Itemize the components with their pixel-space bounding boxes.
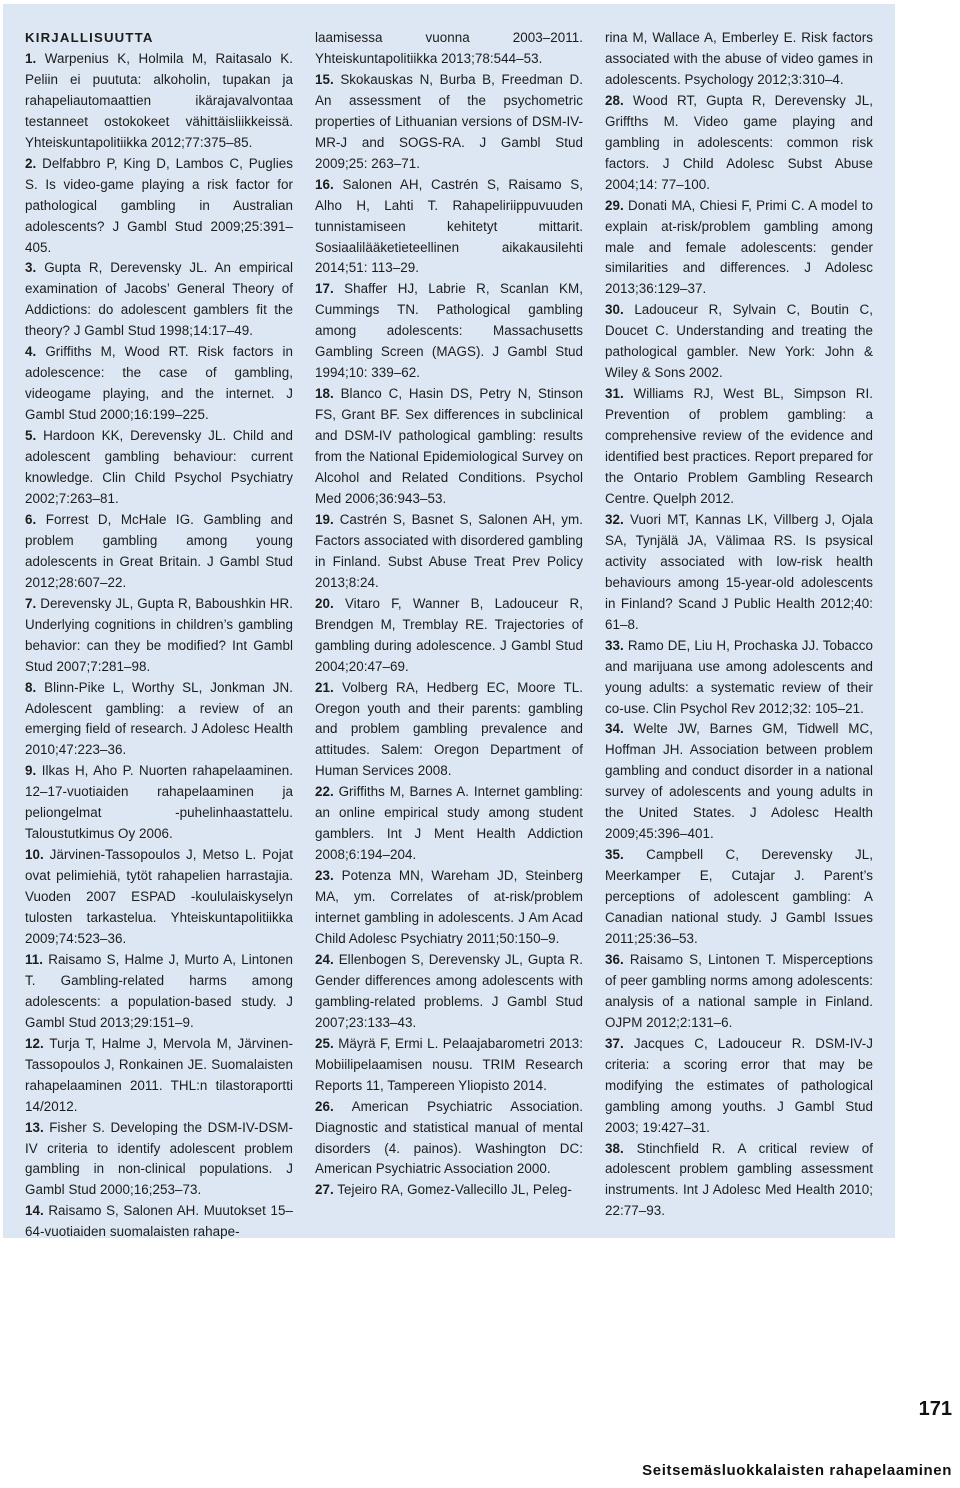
- running-title: Seitsemäsluokkalaisten rahapelaaminen: [642, 1462, 952, 1479]
- reference-text: Warpenius K, Holmila M, Raitasalo K. Peliin ei puututa: alkoholin, tupakan ja rahapeliautomaattien ikärajavalvontaa testanneet ostokokeet vähittäisliikkeissä. Yhteiskuntapolitiikka 2012;77:375–85.: [25, 50, 293, 150]
- reference-entry: [605, 1034, 873, 1139]
- reference-number: 14.: [25, 1203, 44, 1219]
- reference-entry: [315, 384, 583, 510]
- reference-number: 24.: [315, 951, 334, 967]
- reference-text: Stinchfield R. A critical review of adolescent problem gambling assessment instruments. Int J Adolesc Med Health 2010; 22:77–93.: [605, 1140, 873, 1219]
- reference-number: 5.: [25, 428, 37, 444]
- reference-number: 2.: [25, 155, 37, 171]
- reference-text: Vuori MT, Kannas LK, Villberg J, Ojala SA, Tynjälä JA, Välimaa RS. Is psysical activity associated with low-risk health behaviours among 15-year-old adolescents in Finland? Scand J Public Health 2012;40: 61–8.: [605, 511, 873, 632]
- reference-entry: [315, 28, 583, 70]
- reference-entry: [315, 594, 583, 678]
- reference-entry: [605, 91, 873, 196]
- reference-entry: [605, 384, 873, 510]
- reference-entry: [25, 761, 293, 845]
- reference-entry: [25, 1118, 293, 1202]
- reference-text: Raisamo S, Lintonen T. Misperceptions of peer gambling norms among adolescents: analysis of a national sample in Finland. OJPM 2012;2:131–6.: [605, 951, 873, 1030]
- reference-text: Tejeiro RA, Gomez-Vallecillo JL, Peleg-: [337, 1182, 572, 1198]
- reference-text: Järvinen-Tassopoulos J, Metso L. Pojat ovat pelimiehiä, tytöt rahapelien harrastajia. Vuoden 2007 ESPAD -koululaiskyselyn tulosten tarkastelua. Yhteiskuntapolitiikka 2009;74:523–36.: [25, 847, 293, 946]
- reference-text: Ilkas H, Aho P. Nuorten rahapelaaminen. 12–17-vuotiaiden rahapelaaminen ja peliongelmat -puhelinhaastattelu. Taloustutkimus Oy 2006.: [25, 763, 293, 842]
- reference-text: laamisessa vuonna 2003–2011. Yhteiskuntapolitiikka 2013;78:544–53.: [315, 30, 583, 66]
- reference-number: 13.: [25, 1119, 44, 1135]
- reference-number: 7.: [25, 595, 37, 611]
- reference-entry: [25, 1034, 293, 1118]
- references-column-1: [25, 28, 293, 1243]
- reference-entry: [25, 342, 293, 426]
- reference-number: 16.: [315, 176, 334, 192]
- section-title: KIRJALLISUUTTA: [25, 30, 154, 45]
- reference-number: 30.: [605, 302, 624, 318]
- reference-text: Hardoon KK, Derevensky JL. Child and adolescent gambling behaviour: current knowledge. Clin Child Psychol Psychiatry 2002;7:263–81.: [25, 428, 293, 506]
- reference-text: Williams RJ, West BL, Simpson RI. Prevention of problem gambling: a comprehensive review of the evidence and identified best practices. Report prepared for the Ontario Problem Gambling Research Centre. Quelph 2012.: [605, 386, 873, 506]
- reference-text: Gupta R, Derevensky JL. An empirical examination of Jacobs’ General Theory of Addictions: do adolescent gamblers fit the theory? J Gambl Stud 1998;14:17–49.: [25, 260, 293, 339]
- references-column-2: [315, 28, 583, 1201]
- references-box: [3, 4, 895, 1238]
- reference-entry: [605, 196, 873, 301]
- reference-number: 34.: [605, 721, 624, 737]
- reference-entry: [605, 300, 873, 384]
- reference-text: Griffiths M, Wood RT. Risk factors in adolescence: the case of gambling, videogame playing, and the internet. J Gambl Stud 2000;16:199–225.: [25, 344, 293, 423]
- reference-entry: [605, 845, 873, 950]
- reference-entry: [25, 258, 293, 342]
- reference-number: 27.: [315, 1182, 334, 1198]
- reference-entry: [25, 49, 293, 154]
- reference-number: 25.: [315, 1035, 334, 1051]
- reference-text: Mäyrä F, Ermi L. Pelaajabarometri 2013: Mobiilipelaamisen nousu. TRIM Research Reports 11, Tampereen Yliopisto 2014.: [315, 1035, 583, 1093]
- reference-entry: [315, 678, 583, 783]
- reference-entry: [605, 636, 873, 720]
- reference-number: 6.: [25, 511, 37, 527]
- reference-text: Ladouceur R, Sylvain C, Boutin C, Doucet C. Understanding and treating the pathological gambler. New York: John & Wiley & Sons 2002.: [605, 302, 873, 381]
- reference-number: 23.: [315, 868, 334, 884]
- reference-number: 36.: [605, 951, 624, 967]
- reference-number: 10.: [25, 847, 44, 863]
- reference-number: 35.: [605, 847, 624, 863]
- reference-text: Forrest D, McHale IG. Gambling and problem gambling among young adolescents in Great Britain. J Gambl Stud 2012;28:607–22.: [25, 511, 293, 590]
- reference-text: Welte JW, Barnes GM, Tidwell MC, Hoffman JH. Association between problem gambling and conduct disorder in a national survey of adolescents and young adults in the United States. J Adolesc Health 2009;45:396–401.: [605, 721, 873, 842]
- reference-text: Campbell C, Derevensky JL, Meerkamper E, Cutajar J. Parent’s perceptions of adolescent gambling: A Canadian national study. J Gambl Issues 2011;25:36–53.: [605, 847, 873, 946]
- reference-text: Raisamo S, Salonen AH. Muutokset 15–64-vuotiaiden suomalaisten rahape-: [25, 1203, 293, 1240]
- reference-text: rina M, Wallace A, Emberley E. Risk factors associated with the abuse of video games in adolescents. Psychology 2012;3:310–4.: [605, 30, 873, 87]
- reference-number: 12.: [25, 1035, 44, 1051]
- reference-number: 15.: [315, 71, 334, 87]
- reference-number: 32.: [605, 511, 624, 527]
- reference-entry: [315, 70, 583, 175]
- reference-text: Wood RT, Gupta R, Derevensky JL, Griffths M. Video game playing and gambling in adolescents: common risk factors. J Child Adolesc Subst Abuse 2004;14: 77–100.: [605, 92, 873, 192]
- reference-entry: [25, 678, 293, 762]
- reference-entry: [605, 719, 873, 845]
- reference-text: Volberg RA, Hedberg EC, Moore TL. Oregon youth and their parents: gambling and problem gambling prevalence and attitudes. Salem: Oregon Department of Human Services 2008.: [315, 679, 583, 779]
- reference-text: Salonen AH, Castrén S, Raisamo S, Alho H, Lahti T. Rahapeliriippuvuuden tunnistamiseen kehitetyt mittarit. Sosiaalilääketieteellinen aikakausilehti 2014;51: 113–29.: [315, 176, 583, 276]
- reference-text: Shaffer HJ, Labrie R, Scanlan KM, Cummings TN. Pathological gambling among adolescents: Massachusetts Gambling Screen (MAGS). J Gambl Stud 1994;10: 339–62.: [315, 281, 583, 381]
- reference-entry: [315, 1180, 583, 1201]
- reference-number: 29.: [605, 197, 624, 213]
- reference-text: Delfabbro P, King D, Lambos C, Puglies S. Is video-game playing a risk factor for pathological gambling in Australian adolescents? J Gambl Stud 2009;25:391–405.: [25, 155, 293, 255]
- reference-text: Derevensky JL, Gupta R, Baboushkin HR. Underlying cognitions in children’s gambling behavior: can they be modified? Int Gambl Stud 2007;7:281–98.: [25, 595, 293, 674]
- reference-entry: [315, 1034, 583, 1097]
- reference-text: Blanco C, Hasin DS, Petry N, Stinson FS, Grant BF. Sex differences in subclinical and DSM-IV pathological gambling: results from the National Epidemiological Survey on Alcohol and Related Conditions. Psychol Med 2006;36:943–53.: [315, 386, 583, 506]
- reference-entry: [315, 279, 583, 384]
- reference-number: 1.: [25, 50, 37, 66]
- reference-text: Turja T, Halme J, Mervola M, Järvinen-Tassopoulos J, Ronkainen JE. Suomalaisten rahapelaaminen 2011. THL:n tilastoraportti 14/2012.: [25, 1035, 294, 1114]
- reference-entry: [315, 1097, 583, 1181]
- reference-entry: [25, 594, 293, 678]
- reference-entry: [605, 1139, 873, 1223]
- reference-number: 21.: [315, 679, 334, 695]
- reference-text: Skokauskas N, Burba B, Freedman D. An assessment of the psychometric properties of Lithuanian versions of DSM-IV-MR-J and SOGS-RA. J Gambl Stud 2009;25: 263–71.: [315, 71, 583, 171]
- reference-text: Ramo DE, Liu H, Prochaska JJ. Tobacco and marijuana use among adolescents and young adults: a systematic review of their co-use. Clin Psychol Rev 2012;32: 105–21.: [605, 637, 873, 716]
- reference-entry: [25, 154, 293, 259]
- reference-number: 17.: [315, 281, 334, 297]
- reference-number: 11.: [25, 951, 44, 967]
- page-number: 171: [918, 1398, 952, 1420]
- reference-number: 37.: [605, 1035, 624, 1051]
- reference-number: 31.: [605, 386, 624, 402]
- reference-text: Blinn-Pike L, Worthy SL, Jonkman JN. Adolescent gambling: a review of an emerging field of research. J Adolesc Health 2010;47:223–36.: [25, 679, 293, 758]
- reference-text: Jacques C, Ladouceur R. DSM-IV-J criteria: a scoring error that may be modifying the estimates of pathological gambling among youths. J Gambl Stud 2003; 19:427–31.: [605, 1035, 873, 1135]
- reference-text: American Psychiatric Association. Diagnostic and statistical manual of mental disorders (4. painos). Washington DC: American Psychiatric Association 2000.: [315, 1098, 584, 1177]
- reference-text: Griffiths M, Barnes A. Internet gambling: an online empirical study among student gamblers. Int J Ment Health Addiction 2008;6:194–204.: [315, 784, 583, 863]
- reference-text: Vitaro F, Wanner B, Ladouceur R, Brendgen M, Tremblay RE. Trajectories of gambling during adolescence. J Gambl Stud 2004;20:47–69.: [315, 595, 583, 674]
- reference-text: Ellenbogen S, Derevensky JL, Gupta R. Gender differences among adolescents with gambling-related problems. J Gambl Stud 2007;23:133–43.: [315, 951, 583, 1030]
- reference-number: 18.: [315, 386, 334, 402]
- reference-number: 3.: [25, 260, 37, 276]
- reference-entry: [25, 1201, 293, 1243]
- reference-entry: [315, 175, 583, 280]
- reference-text: Raisamo S, Halme J, Murto A, Lintonen T. Gambling-related harms among adolescents: a population-based study. J Gambl Stud 2013;29:151–9.: [25, 951, 293, 1030]
- reference-entry: [605, 28, 873, 91]
- reference-entry: [315, 782, 583, 866]
- reference-entry: [315, 950, 583, 1034]
- reference-number: 19.: [315, 511, 334, 527]
- reference-entry: [315, 510, 583, 594]
- reference-number: 4.: [25, 344, 37, 360]
- reference-number: 33.: [605, 637, 624, 653]
- reference-text: Donati MA, Chiesi F, Primi C. A model to explain at-risk/problem gambling among male and female adolescents: gender similarities and differences. J Adolesc 2013;36:129–37.: [605, 197, 873, 297]
- reference-entry: [25, 950, 293, 1034]
- reference-entry: [315, 866, 583, 950]
- reference-entry: [605, 510, 873, 636]
- reference-number: 28.: [605, 92, 624, 108]
- reference-number: 20.: [315, 595, 334, 611]
- reference-text: Fisher S. Developing the DSM-IV-DSM-IV criteria to identify adolescent problem gambling in non-clinical populations. J Gambl Stud 2000;16;253–73.: [25, 1119, 294, 1198]
- reference-entry: [25, 845, 293, 950]
- reference-entry: [605, 950, 873, 1034]
- reference-entry: [25, 426, 293, 510]
- reference-number: 9.: [25, 763, 37, 779]
- reference-number: 8.: [25, 679, 37, 695]
- reference-number: 22.: [315, 784, 334, 800]
- reference-number: 26.: [315, 1098, 334, 1114]
- reference-entry: [25, 510, 293, 594]
- reference-text: Potenza MN, Wareham JD, Steinberg MA, ym. Correlates of at-risk/problem internet gambling in adolescents. J Am Acad Child Adolesc Psychiatry 2011;50:150–9.: [315, 868, 583, 946]
- references-column-3: [605, 28, 873, 1222]
- reference-number: 38.: [605, 1140, 624, 1156]
- reference-text: Castrén S, Basnet S, Salonen AH, ym. Factors associated with disordered gambling in Finland. Subst Abuse Treat Prev Policy 2013;8:24.: [315, 511, 583, 590]
